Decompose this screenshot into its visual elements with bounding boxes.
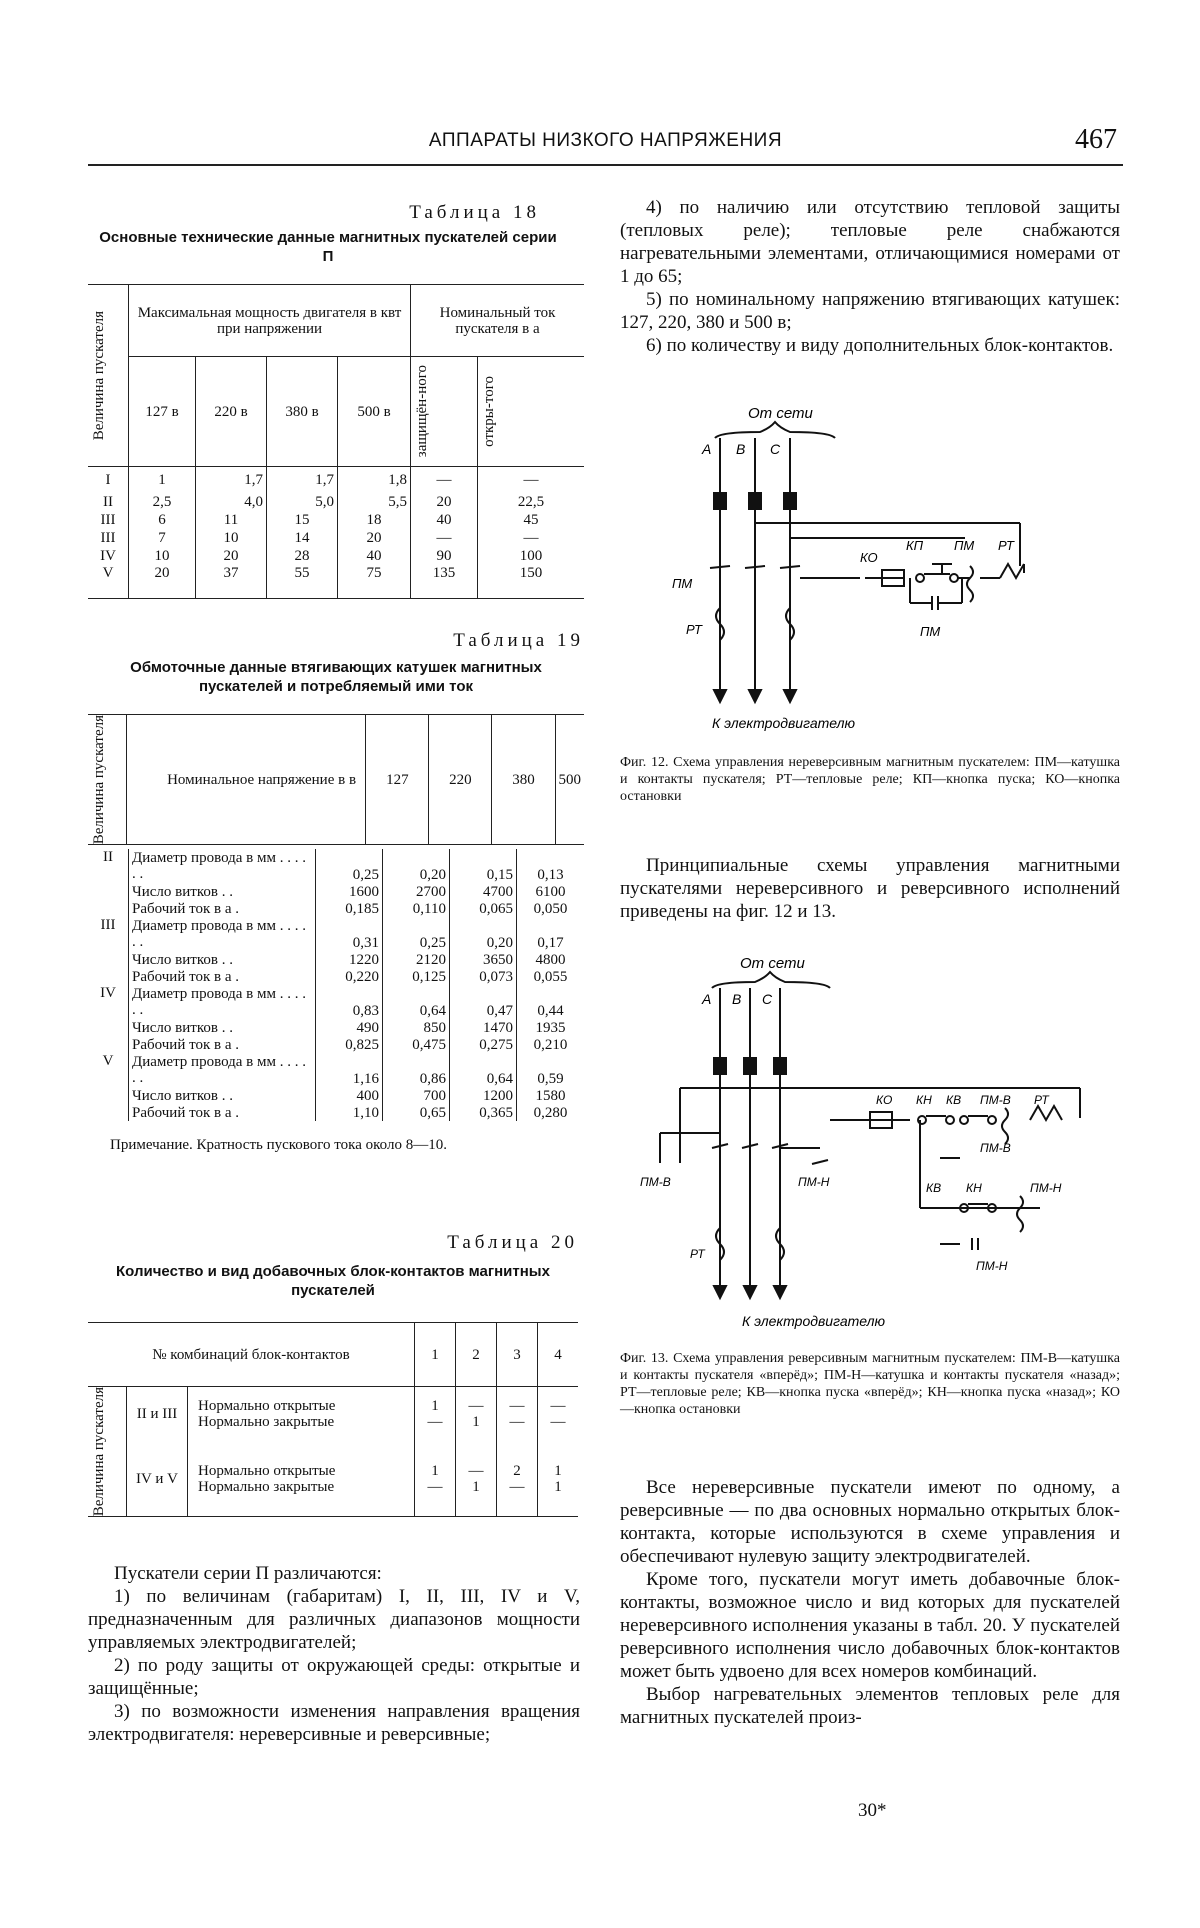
t19-cell: 0,15 xyxy=(450,849,517,883)
fig12-phase-b: B xyxy=(736,441,746,457)
t19-label: Диаметр провода в мм . . . . . . xyxy=(129,985,316,1019)
table19-title: Обмоточные данные втягивающих катушек магнитных пускателей и потребляемый ими ток xyxy=(130,659,542,695)
t20-pair xyxy=(456,1442,497,1517)
t20-cell: — xyxy=(550,1398,566,1415)
t18-h-power: Максимальная мощность двигателя в квт при напряжении xyxy=(129,285,411,357)
t19-cell: 0,25 xyxy=(383,917,450,951)
t20-pair xyxy=(188,1442,415,1517)
t20-cell: — xyxy=(427,1479,443,1496)
t20-cell: — xyxy=(509,1479,525,1496)
fig12-pm-bottom-label: ПМ xyxy=(920,624,941,639)
fig12-pm-label: ПМ xyxy=(954,538,975,553)
t18-cell: 7 xyxy=(129,529,196,547)
t20-size: IV и V xyxy=(127,1442,188,1517)
t18-cell: 10 xyxy=(129,547,196,565)
t19-cell: 0,64 xyxy=(450,1053,517,1087)
t20-pair xyxy=(497,1442,538,1517)
fig13-to-motor: К электродвигателю xyxy=(742,1313,886,1329)
t18-size: II xyxy=(88,493,129,511)
fig12-caption: Фиг. 12. Схема управления нереверсивным магнитным пускателем: ПМ—катушка и контакты пускателя; РТ—тепловые реле; КП—кнопка пуска; КО—кнопка остановки xyxy=(620,755,1120,804)
right-paragraph: Выбор нагревательных элементов тепловых реле для магнитных пускателей произ- xyxy=(620,1684,1120,1728)
t19-cell: 490 xyxy=(316,1019,383,1036)
right-paragraph: 5) по номинальному напряжению втягивающих катушек: 127, 220, 380 и 500 в; xyxy=(620,289,1120,333)
t20-pair xyxy=(538,1387,579,1442)
t19-cell: 0,210 xyxy=(533,1036,568,1053)
fig12-diagram xyxy=(620,398,1120,748)
t19-cell: 1220 xyxy=(316,951,383,968)
t19-cell: 0,17 xyxy=(537,935,564,952)
t19-label: Рабочий ток в а . xyxy=(129,968,316,985)
t20-h-c1: 1 xyxy=(415,1323,456,1387)
fig13-pmn-bottom-label: ПМ-Н xyxy=(976,1259,1008,1273)
t19-label: Рабочий ток в а . xyxy=(129,1104,316,1121)
left-paragraph: 1) по величинам (габаритам) I, II, III, IV и V, предназначенным для различных диапазонов мощности управляемых электродвигателей; xyxy=(88,1586,580,1653)
t20-label: Нормально открытые xyxy=(198,1398,336,1415)
t19-cell: 0,185 xyxy=(316,900,383,917)
left-paragraph: 2) по роду защиты от окружающей среды: открытые и защищённые; xyxy=(88,1655,580,1699)
t19-cell: 4700 xyxy=(450,883,517,900)
t18-cell: 75 xyxy=(338,565,411,599)
fig13-pmn-mid-label: ПМ-Н xyxy=(798,1175,830,1189)
t18-cell: 100 xyxy=(519,547,543,564)
t18-cell: 6 xyxy=(129,511,196,529)
t19-cell: 0,825 xyxy=(316,1036,383,1053)
t19-cell: 1,16 xyxy=(316,1053,383,1087)
t19-h-v380: 380 xyxy=(492,715,555,845)
t18-cell: 135 xyxy=(411,565,478,599)
t18-cell: 28 xyxy=(267,547,338,565)
left-paragraph: 3) по возможности изменения направления вращения электродвигателя: нереверсивные и реверсивные; xyxy=(88,1701,580,1745)
t18-size: V xyxy=(88,565,129,599)
t20-cell: — xyxy=(509,1398,525,1415)
t19-cell: 6100 xyxy=(535,883,566,900)
fig13-pmn2-label: ПМ-Н xyxy=(1030,1181,1062,1195)
fig12-rt-label: РТ xyxy=(998,538,1014,553)
t18-cell: 20 xyxy=(411,493,478,511)
table19-note: Примечание. Кратность пускового тока около 8—10. xyxy=(110,1137,447,1153)
t19-cell: 0,59 xyxy=(537,1071,564,1088)
t19-cell: 1,10 xyxy=(316,1104,383,1121)
fig13-pmv2-label: ПМ-В xyxy=(980,1141,1011,1155)
fig13-rt-label: РТ xyxy=(1034,1093,1049,1107)
t19-cell: 0,25 xyxy=(316,849,383,883)
t19-size: II xyxy=(88,849,129,917)
t18-cell: 20 xyxy=(196,547,267,565)
t18-cell: 5,0 xyxy=(267,493,338,511)
fig13-phase-b: B xyxy=(732,991,742,1007)
t18-cell: 10 xyxy=(196,529,267,547)
right-paragraph: Кроме того, пускатели могут иметь добавочные блок-контакты, возможное число и вид которых для пускателей нереверсивного исполнения указаны в табл. 20. У пускателей реверсивного исполнения число добавочных блок-контактов может быть удвоено для всех номеров комбинаций. xyxy=(620,1569,1120,1682)
fig13-from-grid: От сети xyxy=(740,955,805,972)
t20-label: Нормально закрытые xyxy=(198,1479,335,1496)
running-title: АППАРАТЫ НИЗКОГО НАПРЯЖЕНИЯ xyxy=(428,130,783,151)
t19-label: Число витков . . xyxy=(129,951,316,968)
t19-cell: 1200 xyxy=(450,1087,517,1104)
fig13-phase-c: C xyxy=(762,991,773,1007)
t19-cell: 0,475 xyxy=(383,1036,450,1053)
t19-body xyxy=(88,849,584,1121)
fig13-kn-label: КН xyxy=(916,1093,932,1107)
fig13-caption: Фиг. 13. Схема управления реверсивным магнитным пускателем: ПМ-В—катушка и контакты пускателя «вперёд»; ПМ-Н—катушка и контакты пускателя «назад»; РТ—тепловые реле; КВ—кнопка пуска «вперёд»; КН—кнопка пуска «назад»; КО—кнопка остановки xyxy=(620,1351,1120,1417)
t19-cell: 0,275 xyxy=(450,1036,517,1053)
table18-title: Основные технические данные магнитных пускателей серии П xyxy=(99,229,557,265)
t20-cell: — xyxy=(427,1414,443,1431)
t19-cell: 0,055 xyxy=(533,968,568,985)
fig12-from-grid: От сети xyxy=(748,405,813,422)
t19-label: Рабочий ток в а . xyxy=(129,900,316,917)
t19-cell: 1580 xyxy=(535,1087,566,1104)
running-header xyxy=(88,124,1123,166)
t19-h-voltage: Номинальное напряжение в в xyxy=(127,715,366,845)
t20-pair xyxy=(415,1442,456,1517)
t20-pair xyxy=(456,1387,497,1442)
t19-cell: 0,64 xyxy=(383,985,450,1019)
t19-cell: 0,44 xyxy=(537,1003,564,1020)
t19-cell: 0,20 xyxy=(383,849,450,883)
t19-cell: 0,280 xyxy=(533,1104,568,1121)
t20-cell: 1 xyxy=(472,1479,480,1496)
t18-size: I xyxy=(88,467,129,493)
t19-h-size: Величина пускателя xyxy=(91,715,107,845)
t18-size: III xyxy=(88,511,129,529)
t19-label: Рабочий ток в а . xyxy=(129,1036,316,1053)
t20-cell: 2 xyxy=(513,1463,521,1480)
t20-pair xyxy=(497,1387,538,1442)
right-paragraph: 4) по наличию или отсутствию тепловой защиты (тепловых реле); тепловые реле снабжаются нагревательными элементами, отличающимися номерами от 1 до 65; xyxy=(620,197,1120,287)
table20-caption: Таблица 20 xyxy=(447,1232,578,1253)
t18-size: III xyxy=(88,529,129,547)
mid-paragraph: Принципиальные схемы управления магнитными пускателями нереверсивного и реверсивного исполнений приведены на фиг. 12 и 13. xyxy=(620,855,1120,922)
t19-cell: 0,125 xyxy=(383,968,450,985)
t18-cell: 1,7 xyxy=(196,467,267,493)
fig13-pmv-label: ПМ-В xyxy=(980,1093,1011,1107)
t20-cell: — xyxy=(468,1463,484,1480)
t18-cell: 5,5 xyxy=(338,493,411,511)
t19-cell: 0,20 xyxy=(450,917,517,951)
t20-h-c4: 4 xyxy=(538,1323,579,1387)
t20-h-size: Величина пускателя xyxy=(91,1387,107,1517)
fig13-kn2-label: КН xyxy=(966,1181,982,1195)
t18-cell: 20 xyxy=(338,529,411,547)
t18-cell: — xyxy=(523,529,539,546)
t19-size: IV xyxy=(88,985,129,1053)
t18-body xyxy=(88,467,584,599)
t19-h-v127: 127 xyxy=(366,715,429,845)
fig13-diagram xyxy=(620,948,1120,1338)
t19-cell: 4800 xyxy=(535,951,566,968)
table19 xyxy=(88,714,584,1121)
t19-cell: 0,86 xyxy=(383,1053,450,1087)
t18-cell: 55 xyxy=(267,565,338,599)
fig13-phase-a: A xyxy=(702,991,712,1007)
t18-h-size: Величина пускателя xyxy=(91,310,107,441)
t20-h-comb: № комбинаций блок-контактов xyxy=(88,1323,415,1387)
t18-cell: 11 xyxy=(196,511,267,529)
t20-cell: — xyxy=(468,1398,484,1415)
fig12-phase-c: C xyxy=(770,441,781,457)
t18-h-current: Номинальный ток пускателя в а xyxy=(411,285,585,357)
t18-cell: — xyxy=(411,467,478,493)
fig12-kp-label: КП xyxy=(906,538,924,553)
t19-label: Диаметр провода в мм . . . . . . xyxy=(129,849,316,883)
t18-cell: — xyxy=(411,529,478,547)
t19-cell: 850 xyxy=(383,1019,450,1036)
t19-cell: 0,220 xyxy=(316,968,383,985)
t19-cell: 1470 xyxy=(450,1019,517,1036)
t18-cell: 40 xyxy=(338,547,411,565)
t19-label: Диаметр провода в мм . . . . . . xyxy=(129,1053,316,1087)
table20-title: Количество и вид добавочных блок-контактов магнитных пускателей xyxy=(116,1263,550,1299)
t18-h-v127: 127 в xyxy=(129,357,196,467)
t19-cell: 0,065 xyxy=(450,900,517,917)
t19-cell: 1600 xyxy=(316,883,383,900)
t19-cell: 0,110 xyxy=(383,900,450,917)
t18-cell: 1,7 xyxy=(267,467,338,493)
t19-label: Диаметр провода в мм . . . . . . xyxy=(129,917,316,951)
t18-h-v220: 220 в xyxy=(196,357,267,467)
fig13-ko-label: КО xyxy=(876,1093,893,1107)
t19-h-v500: 500 xyxy=(558,771,581,788)
t18-h-v500: 500 в xyxy=(338,357,411,467)
t20-h-c2: 2 xyxy=(456,1323,497,1387)
t19-cell: 0,073 xyxy=(450,968,517,985)
fig12-rt-left-label: РТ xyxy=(686,622,702,637)
t19-cell: 3650 xyxy=(450,951,517,968)
t18-h-open: откры-того xyxy=(481,376,497,447)
t19-cell: 700 xyxy=(383,1087,450,1104)
fig13-kv2-label: КВ xyxy=(926,1181,942,1195)
t18-cell: 4,0 xyxy=(196,493,267,511)
t19-size: V xyxy=(88,1053,129,1121)
table20 xyxy=(88,1322,578,1517)
t20-label: Нормально закрытые xyxy=(198,1414,335,1431)
t20-cell: 1 xyxy=(554,1479,562,1496)
t18-size: IV xyxy=(88,547,129,565)
fig12-pm-left-label: ПМ xyxy=(672,576,693,591)
t20-h-c3: 3 xyxy=(497,1323,538,1387)
table18 xyxy=(88,284,584,599)
right-body-top xyxy=(620,196,1120,357)
fig12-phase-a: A xyxy=(702,441,712,457)
t18-cell: — xyxy=(523,471,539,488)
t19-cell: 2700 xyxy=(383,883,450,900)
t18-cell: 90 xyxy=(411,547,478,565)
t19-cell: 2120 xyxy=(383,951,450,968)
t20-cell: 1 xyxy=(554,1463,562,1480)
t19-cell: 0,65 xyxy=(383,1104,450,1121)
t19-size: III xyxy=(88,917,129,985)
t19-label: Число витков . . xyxy=(129,1019,316,1036)
signature-mark: 30* xyxy=(858,1800,887,1821)
t19-h-v220: 220 xyxy=(429,715,492,845)
t19-cell: 0,13 xyxy=(537,867,564,884)
t19-label: Число витков . . xyxy=(129,883,316,900)
t19-cell: 0,47 xyxy=(450,985,517,1019)
t19-cell: 0,050 xyxy=(533,900,568,917)
t18-cell: 37 xyxy=(196,565,267,599)
t18-cell: 2,5 xyxy=(129,493,196,511)
right-paragraph: Все нереверсивные пускатели имеют по одному, а реверсивные — по два основных нормально открытых блок-контакта, которые используются в схеме управления и обеспечивают нулевую защиту электродвигателей. xyxy=(620,1477,1120,1567)
t20-label: Нормально открытые xyxy=(198,1463,336,1480)
t20-pair xyxy=(538,1442,579,1517)
fig12-to-motor: К электродвигателю xyxy=(712,715,856,731)
left-paragraph: Пускатели серии П различаются: xyxy=(114,1563,382,1584)
table19-caption: Таблица 19 xyxy=(453,630,584,651)
right-body-bottom xyxy=(620,1476,1120,1729)
t19-cell: 400 xyxy=(316,1087,383,1104)
fig12-ko-label: КО xyxy=(860,550,878,565)
t20-cell: 1 xyxy=(431,1463,439,1480)
t18-cell: 15 xyxy=(267,511,338,529)
t18-cell: 1,8 xyxy=(338,467,411,493)
table18-caption: Таблица 18 xyxy=(409,202,540,223)
t18-cell: 45 xyxy=(523,511,539,528)
fig13-kv-label: КВ xyxy=(946,1093,962,1107)
t18-h-protected: защищён-ного xyxy=(414,365,430,458)
t18-h-v380: 380 в xyxy=(267,357,338,467)
page-number: 467 xyxy=(1075,124,1117,155)
mid-body-text xyxy=(620,854,1120,923)
t18-cell: 22,5 xyxy=(517,493,545,510)
t20-cell: 1 xyxy=(472,1414,480,1431)
t18-cell: 40 xyxy=(411,511,478,529)
t20-cell: 1 xyxy=(431,1398,439,1415)
t19-cell: 0,365 xyxy=(450,1104,517,1121)
fig13-pmv-left-label: ПМ-В xyxy=(640,1175,671,1189)
right-paragraph: 6) по количеству и виду дополнительных блок-контактов. xyxy=(646,335,1114,356)
t20-cell: — xyxy=(509,1414,525,1431)
t19-cell: 1935 xyxy=(535,1019,566,1036)
t19-cell: 0,31 xyxy=(316,917,383,951)
t19-cell: 0,83 xyxy=(316,985,383,1019)
t18-cell: 150 xyxy=(519,564,543,581)
t20-cell: — xyxy=(550,1414,566,1431)
t20-pair xyxy=(415,1387,456,1442)
t19-label: Число витков . . xyxy=(129,1087,316,1104)
fig13-rt-left-label: РТ xyxy=(690,1247,705,1261)
t20-pair xyxy=(188,1387,415,1442)
left-body-text xyxy=(88,1562,580,1746)
t18-cell: 18 xyxy=(338,511,411,529)
t18-cell: 14 xyxy=(267,529,338,547)
t18-cell: 20 xyxy=(129,565,196,599)
t18-cell: 1 xyxy=(129,467,196,493)
t20-size: II и III xyxy=(127,1387,188,1442)
